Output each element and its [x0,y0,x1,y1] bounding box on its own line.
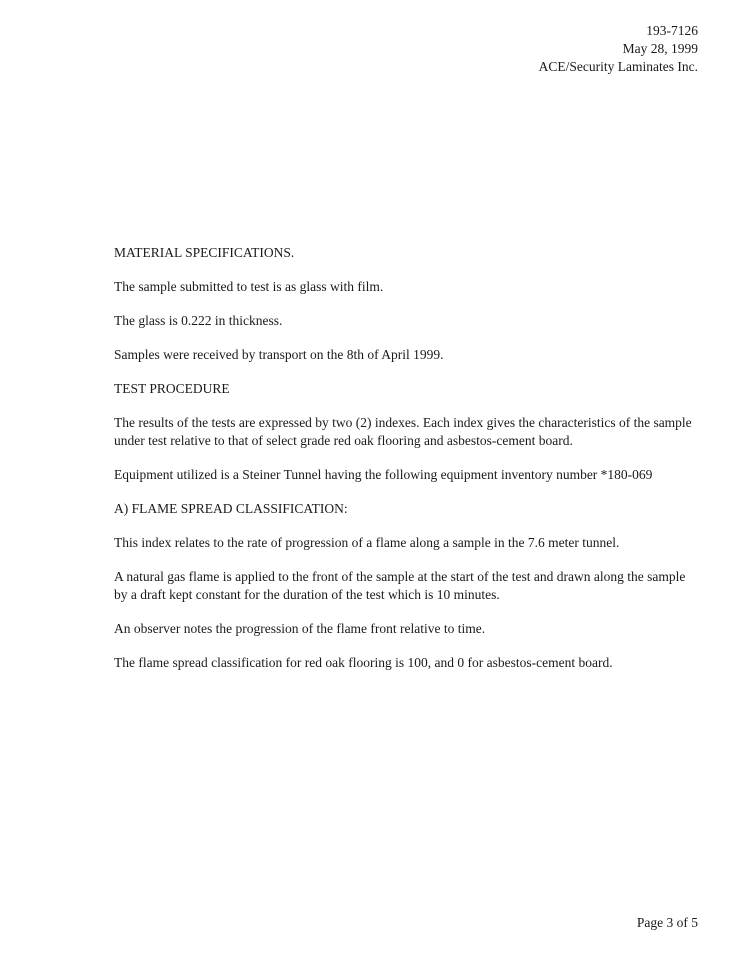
section-heading-flame-spread: A) FLAME SPREAD CLASSIFICATION: [114,501,348,516]
report-date: May 28, 1999 [622,41,698,56]
report-number: 193-7126 [646,23,698,38]
page-number: Page 3 of 5 [636,915,698,930]
paragraph-sample-description: The sample submitted to test is as glass with film. [114,279,384,294]
document-body [114,244,702,688]
paragraph-classification-values: The flame spread classification for red oak flooring is 100, and 0 for asbestos-cement board. [114,655,613,670]
section-heading-material-specifications: MATERIAL SPECIFICATIONS. [114,245,295,260]
paragraph-observer: An observer notes the progression of the flame front relative to time. [114,621,486,636]
paragraph-gas-flame: A natural gas flame is applied to the front of the sample at the start of the test and drawn along the sample by a draft kept constant for the duration of the test which is 10 minutes. [114,569,686,602]
section-heading-test-procedure: TEST PROCEDURE [114,381,230,396]
paragraph-test-indexes: The results of the tests are expressed by two (2) indexes. Each index gives the characteristics of the sample under test relative to that of select grade red oak flooring and asbestos-cement board. [114,415,692,448]
paragraph-glass-thickness: The glass is 0.222 in thickness. [114,313,283,328]
paragraph-sample-received: Samples were received by transport on the 8th of April 1999. [114,347,444,362]
company-name: ACE/Security Laminates Inc. [538,59,698,74]
paragraph-equipment: Equipment utilized is a Steiner Tunnel having the following equipment inventory number *180-069 [114,467,653,482]
paragraph-index-rate: This index relates to the rate of progression of a flame along a sample in the 7.6 meter tunnel. [114,535,620,550]
document-header [539,22,698,76]
